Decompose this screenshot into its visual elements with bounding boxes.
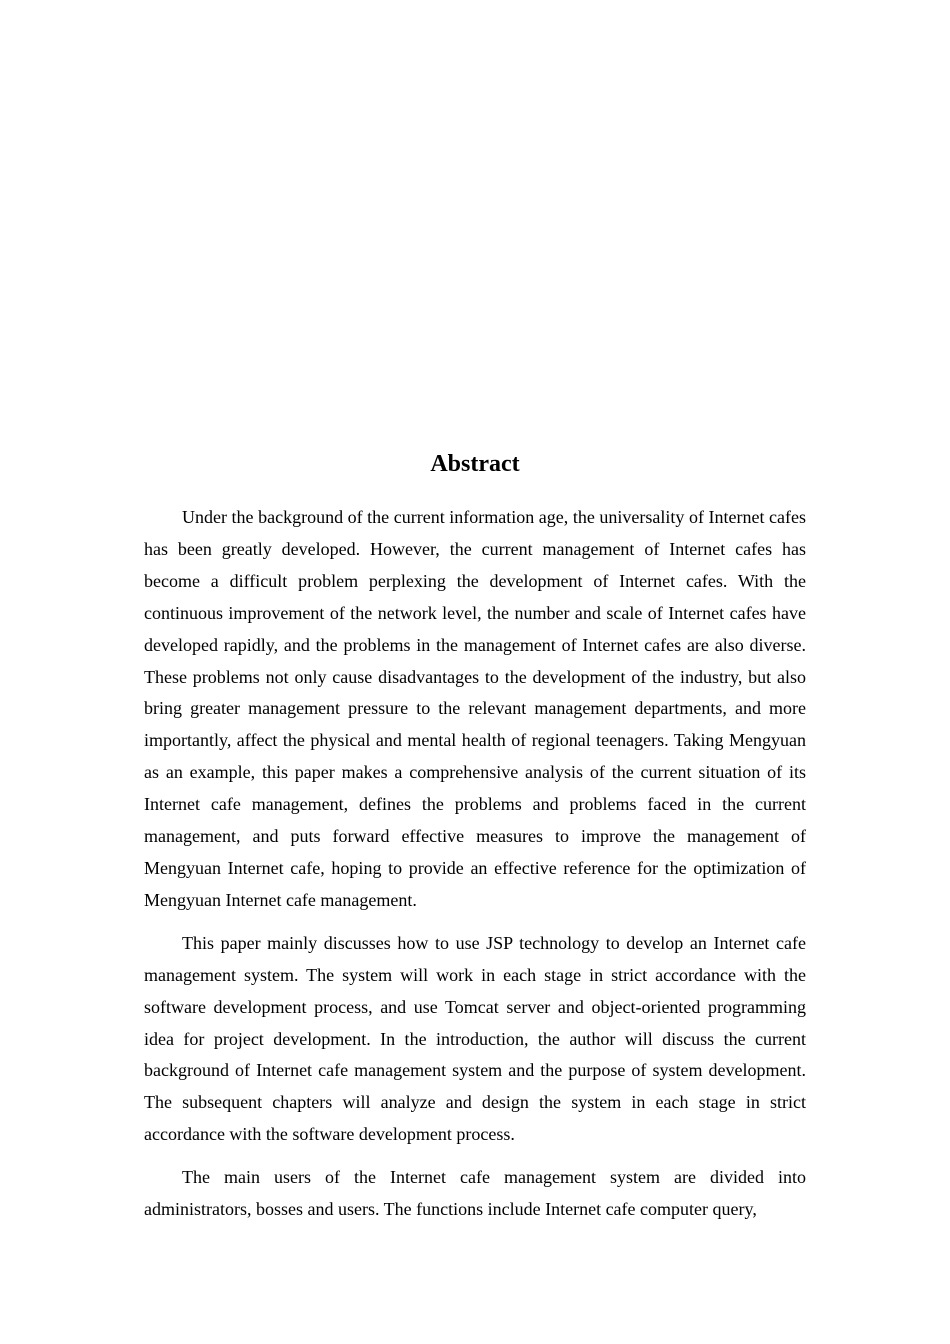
abstract-paragraph-2: This paper mainly discusses how to use JSP technology to develop an Internet cafe management system. The system will work in each stage in strict accordance with the software development process, and use Tomcat server and object-oriented programming idea for project development. In the introduction, the author will discuss the current background of Internet cafe management system and the purpose of system development. The subsequent chapters will analyze and design the system in each stage in strict accordance with the software development process.	[144, 932, 806, 1145]
abstract-paragraph-3: The main users of the Internet cafe management system are divided into administrators, bosses and users. The functions include Internet cafe computer query,	[144, 1167, 806, 1220]
abstract-title: Abstract	[430, 451, 520, 477]
abstract-paragraph-1: Under the background of the current information age, the universality of Internet cafes has been greatly developed. However, the current management of Internet cafes has become a difficult problem perplexing the development of Internet cafes. With the continuous improvement of the network level, the number and scale of Internet cafes have developed rapidly, and the problems in the management of Internet cafes are also diverse. These problems not only cause disadvantages to the development of the industry, but also bring greater management pressure to the relevant management departments, and more importantly, affect the physical and mental health of regional teenagers. Taking Mengyuan as an example, this paper makes a comprehensive analysis of the current situation of its Internet cafe management, defines the problems and problems faced in the current management, and puts forward effective measures to improve the management of Mengyuan Internet cafe, hoping to provide an effective reference for the optimization of Mengyuan Internet cafe management.	[144, 507, 806, 910]
abstract-section	[144, 448, 806, 1237]
